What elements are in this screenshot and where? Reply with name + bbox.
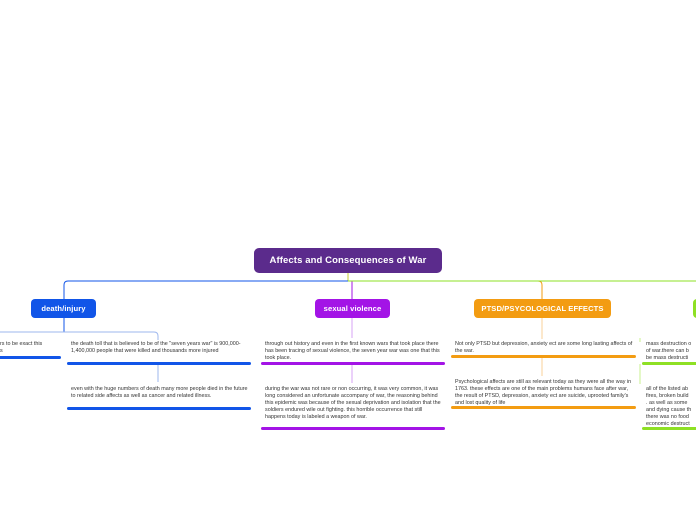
root-node-label: Affects and Consequences of War	[269, 255, 427, 266]
note-ptsd-long-lasting-bar	[451, 355, 636, 358]
branch-death-injury-label: death/injury	[41, 304, 86, 313]
note-right-edge-1-line1: mass destruction o	[646, 341, 692, 347]
note-right-edge-2-line3: . as well as some	[646, 400, 688, 406]
note-right-edge-1-bar	[642, 362, 696, 365]
note-sexual-history[interactable]	[261, 341, 445, 367]
note-right-edge-2-line6: economic destruct	[646, 421, 690, 427]
root-node[interactable]	[254, 248, 442, 273]
note-ptsd-psychological[interactable]	[451, 379, 636, 411]
note-right-edge-2-bar	[642, 427, 696, 430]
note-ptsd-psychological-text: Psychological affects are still as relevant today as they were all the way in 1763. these effects are one of the main problems humans face after war, the result of PTSD, depression, anxiety ect are suicide, uprooted family's and lost quality of life	[455, 379, 632, 406]
note-death-toll[interactable]	[67, 341, 251, 367]
note-left-edge[interactable]	[0, 341, 61, 359]
note-sexual-weapon[interactable]	[261, 386, 445, 432]
note-left-edge-line2: s	[0, 348, 3, 354]
connector-to-sexual	[348, 281, 352, 299]
connector-death-right	[64, 332, 158, 340]
note-left-edge-line1: rs to be exact this	[0, 341, 43, 347]
note-ptsd-long-lasting-text: Not only PTSD but depression, anxiety ect are some long lasting affects of the war.	[455, 341, 633, 354]
note-right-edge-2-line5: there was no food	[646, 414, 689, 420]
note-death-toll-bar	[67, 362, 251, 365]
note-right-edge-1[interactable]	[642, 341, 696, 367]
note-sexual-history-bar	[261, 362, 445, 365]
branch-death-injury[interactable]	[31, 299, 96, 318]
note-ptsd-psychological-bar	[451, 406, 636, 409]
note-sexual-history-text: through out history and even in the first known wars that took place there has been tracing of sexual violence, the seven year war was one that this took place.	[265, 341, 440, 361]
note-death-side-effects-text: even with the huge numbers of death many more people died in the future to related side affects as well as cancer and related illness.	[71, 386, 248, 399]
note-right-edge-1-line3: be mass destructi	[646, 355, 689, 361]
note-right-edge-1-line2: of war.there can b	[646, 348, 689, 354]
note-ptsd-long-lasting[interactable]	[451, 341, 636, 359]
branch-sexual-violence-label: sexual violence	[323, 304, 382, 313]
branch-ptsd-label: PTSD/PSYCOLOGICAL EFFECTS	[481, 304, 604, 313]
connector-to-ptsd	[348, 281, 542, 299]
note-right-edge-2-line2: fires, broken build	[646, 393, 689, 399]
connector-to-death	[64, 281, 348, 299]
note-left-edge-bar	[0, 356, 61, 359]
note-right-edge-2-line4: and dying cause th	[646, 407, 692, 413]
note-right-edge-2-line1: all of the listed ab	[646, 386, 688, 392]
branch-sexual-violence[interactable]	[315, 299, 390, 318]
branch-ptsd[interactable]	[474, 299, 611, 318]
note-death-side-effects-bar	[67, 407, 251, 410]
note-sexual-weapon-text: during the war was not rare or non occurring, it was very common, it was long considered an unfortunate accompany of war, the reasoning behind this epidemic was because of the sexual deprivation and isolation that the soldiers endured wile out fighting. this horrible occurrence that still happens today is labeled a weapon of war.	[265, 386, 441, 420]
note-sexual-weapon-bar	[261, 427, 445, 430]
note-right-edge-2[interactable]	[642, 386, 696, 432]
note-death-toll-text: the death toll that is believed to be of the "seven years war" is 900,000-1,400,000 people that were killed and thousands more injured	[71, 341, 241, 354]
note-death-side-effects[interactable]	[67, 386, 251, 412]
